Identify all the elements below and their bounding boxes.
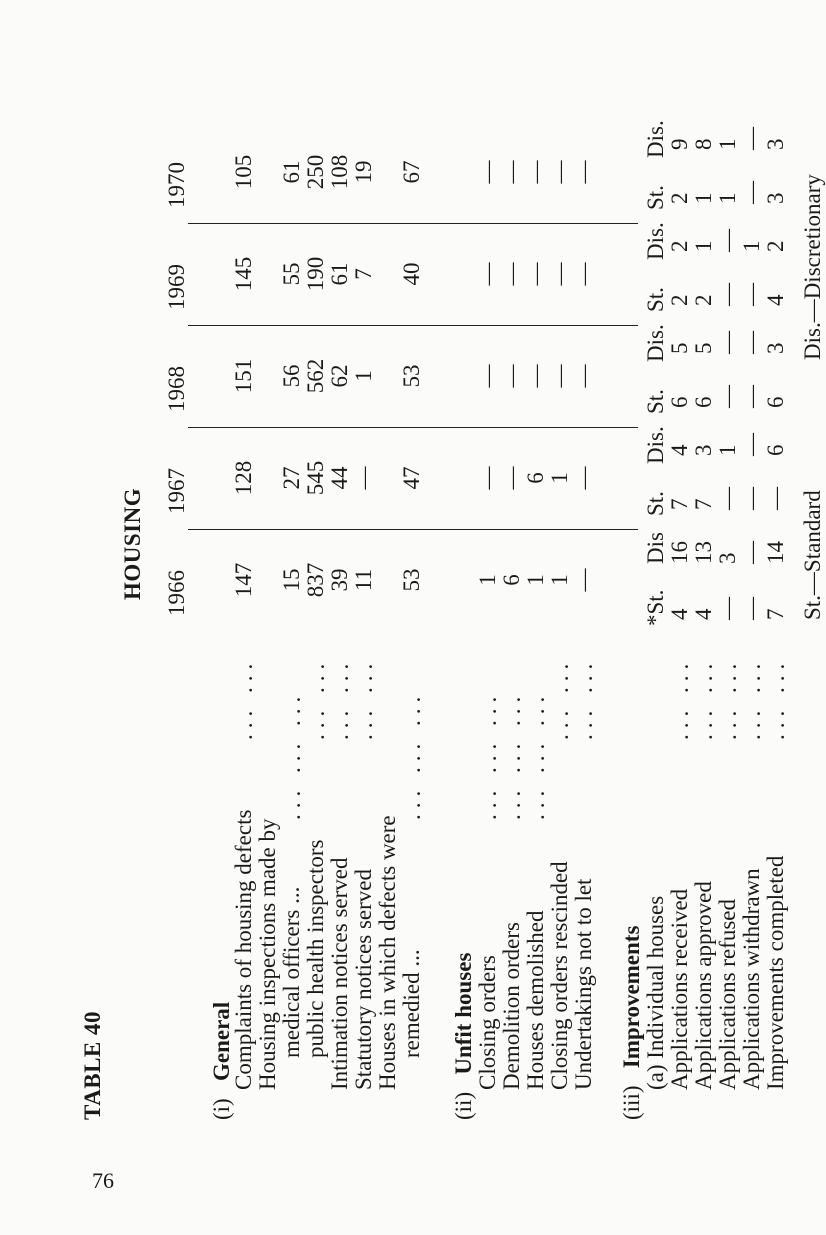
section-general-heading xyxy=(210,1002,233,1120)
table-cell: 1 xyxy=(691,192,716,204)
table-cell: 14 xyxy=(763,541,788,564)
leader-dots: ... ... ... xyxy=(280,690,305,820)
table-heading: HOUSING xyxy=(120,487,145,600)
leader-dots: ... ... ... xyxy=(524,690,549,820)
table-cell: — xyxy=(351,466,376,490)
year-header-1966: 1966 xyxy=(164,570,189,616)
table-cell: 62 xyxy=(327,364,352,388)
table-cell: — xyxy=(739,597,764,620)
table-cell: 3 xyxy=(763,342,788,354)
year-header-1969: 1969 xyxy=(164,264,189,310)
table-cell: 3 xyxy=(715,552,740,564)
row-label: Closing orders xyxy=(475,955,500,1090)
table-cell: 1 xyxy=(547,574,572,586)
pair-header-st: St. xyxy=(643,491,668,516)
section-title: Unfit houses xyxy=(451,952,476,1075)
section-numeral: (i) xyxy=(209,1098,234,1120)
table-cell: — xyxy=(571,568,596,592)
pair-header-dis: Dis. xyxy=(643,120,668,158)
row-label: Applications approved xyxy=(691,881,716,1090)
row-label: Statutory notices served xyxy=(351,868,376,1090)
table-cell: 61 xyxy=(327,262,352,286)
section-improvements-heading xyxy=(620,926,643,1120)
table-cell: 55 xyxy=(279,262,304,286)
table-cell: 545 xyxy=(303,460,328,496)
row-label: Houses in which defects were xyxy=(375,815,400,1090)
table-cell: — xyxy=(571,364,596,388)
table-cell: 3 xyxy=(691,444,716,456)
table-cell: — xyxy=(715,283,740,306)
table-cell: 250 xyxy=(303,154,328,190)
page-number: 76 xyxy=(92,1168,114,1193)
table-cell: 5 xyxy=(667,342,692,354)
table-cell: 16 xyxy=(667,541,692,564)
row-label: medical officers ... xyxy=(279,886,304,1058)
table-cell: — xyxy=(739,127,764,150)
table-cell: 61 xyxy=(279,160,304,184)
table-cell: 1 xyxy=(523,574,548,586)
table-cell: 145 xyxy=(231,256,256,292)
table-cell: — xyxy=(715,597,740,620)
table-cell: — xyxy=(475,466,500,490)
table-cell: — xyxy=(475,160,500,184)
table-cell: — xyxy=(739,385,764,408)
leader-dots: ... ... xyxy=(328,657,353,740)
row-label: Applications received xyxy=(667,888,692,1090)
table-cell: — xyxy=(715,229,740,252)
row-label: Undertakings not to let xyxy=(571,878,596,1090)
table-cell: 2 xyxy=(691,294,716,306)
table-cell: — xyxy=(571,466,596,490)
table-cell: 7 xyxy=(351,268,376,280)
legend-discretionary: Dis.—Discretionary xyxy=(800,174,825,360)
leader-dots: ... ... xyxy=(548,657,573,740)
table-cell: 5 xyxy=(691,342,716,354)
leader-dots: ... ... xyxy=(668,657,693,740)
table-cell: 105 xyxy=(231,154,256,190)
subsection-label: (a) Individual houses xyxy=(643,895,668,1090)
table-cell: 4 xyxy=(691,608,716,620)
table-cell: 40 xyxy=(399,262,424,286)
table-cell: — xyxy=(739,541,764,564)
table-cell: — xyxy=(715,331,740,354)
table-cell: — xyxy=(763,487,788,510)
pair-header-st: St. xyxy=(643,287,668,312)
row-label: Houses demolished xyxy=(523,910,548,1090)
table-cell: 47 xyxy=(399,466,424,490)
table-cell: 7 xyxy=(691,498,716,510)
year-header-1970: 1970 xyxy=(164,162,189,208)
table-cell: 6 xyxy=(763,396,788,408)
table-cell: 1 xyxy=(739,240,764,252)
table-cell: — xyxy=(739,433,764,456)
row-label: Applications withdrawn xyxy=(739,868,764,1090)
leader-dots: ... ... xyxy=(764,657,789,740)
table-cell: 15 xyxy=(279,568,304,592)
leader-dots: ... ... xyxy=(692,657,717,740)
table-cell: 6 xyxy=(523,472,548,484)
table-cell: — xyxy=(547,262,572,286)
table-cell: — xyxy=(523,262,548,286)
table-cell: 6 xyxy=(691,396,716,408)
table-cell: 7 xyxy=(763,608,788,620)
leader-dots: ... ... xyxy=(740,657,765,740)
leader-dots: ... ... xyxy=(232,657,257,740)
table-cell: 1 xyxy=(715,138,740,150)
row-label: remedied ... xyxy=(399,949,424,1058)
pair-header-dis: Dis xyxy=(643,532,668,564)
table-cell: 27 xyxy=(279,466,304,490)
table-cell: 67 xyxy=(399,160,424,184)
section-numeral: (ii) xyxy=(451,1091,476,1120)
table-cell: 837 xyxy=(303,562,328,598)
row-label: Housing inspections made by xyxy=(255,818,280,1090)
table-cell: 3 xyxy=(763,192,788,204)
pair-header-st: St. xyxy=(643,185,668,210)
table-cell: 147 xyxy=(231,562,256,598)
pair-header-dis: Dis. xyxy=(643,222,668,260)
table-cell: — xyxy=(715,385,740,408)
table-cell: — xyxy=(475,364,500,388)
table-cell: 9 xyxy=(667,138,692,150)
table-cell: 1 xyxy=(715,192,740,204)
table-cell: 19 xyxy=(351,160,376,184)
leader-dots: ... ... xyxy=(304,657,329,740)
table-cell: 2 xyxy=(667,240,692,252)
row-label: Demolition orders xyxy=(499,922,524,1090)
legend-standard: St.—Standard xyxy=(800,490,825,620)
table-cell: 1 xyxy=(547,472,572,484)
table-cell: — xyxy=(499,364,524,388)
table-cell: — xyxy=(523,364,548,388)
rotated-table xyxy=(80,40,825,1120)
table-cell: 39 xyxy=(327,568,352,592)
row-label: Closing orders rescinded xyxy=(547,861,572,1090)
year-header-1967: 1967 xyxy=(164,468,189,514)
row-label: public health inspectors xyxy=(303,839,328,1058)
row-label: Applications refused xyxy=(715,899,740,1090)
leader-dots: ... ... xyxy=(352,657,377,740)
table-cell: 56 xyxy=(279,364,304,388)
table-cell: — xyxy=(739,283,764,306)
leader-dots: ... ... ... xyxy=(476,690,501,820)
table-cell: 4 xyxy=(763,294,788,306)
table-cell: — xyxy=(739,181,764,204)
pair-header-st: St. xyxy=(643,389,668,414)
table-cell: 4 xyxy=(667,608,692,620)
table-cell: — xyxy=(715,487,740,510)
table-cell: — xyxy=(739,487,764,510)
table-cell: 1 xyxy=(715,444,740,456)
table-cell: 3 xyxy=(763,138,788,150)
table-cell: — xyxy=(571,160,596,184)
table-cell: 4 xyxy=(667,444,692,456)
table-cell: 7 xyxy=(667,498,692,510)
section-unfit-heading xyxy=(452,953,475,1120)
table-label: TABLE 40 xyxy=(80,1010,105,1120)
table-cell: — xyxy=(523,160,548,184)
pair-header-dis: Dis. xyxy=(643,426,668,464)
table-cell: 108 xyxy=(327,154,352,190)
leader-dots: ... ... xyxy=(716,657,741,740)
table-cell: 53 xyxy=(399,568,424,592)
table-cell: — xyxy=(499,262,524,286)
section-title: Improvements xyxy=(619,925,644,1069)
year-header-1968: 1968 xyxy=(164,366,189,412)
table-cell: 6 xyxy=(763,444,788,456)
leader-dots: ... ... ... xyxy=(400,690,425,820)
row-label: Intimation notices served xyxy=(327,857,352,1090)
section-title: General xyxy=(209,1001,234,1082)
table-cell: 1 xyxy=(475,574,500,586)
table-cell: 44 xyxy=(327,466,352,490)
table-cell: 11 xyxy=(351,568,376,592)
table-cell: 13 xyxy=(691,541,716,564)
table-cell: 190 xyxy=(303,256,328,292)
table-cell: 2 xyxy=(763,240,788,252)
table-cell: 2 xyxy=(667,294,692,306)
section-numeral: (iii) xyxy=(619,1085,644,1120)
pair-header-dis: Dis. xyxy=(643,324,668,362)
table-cell: 1 xyxy=(691,240,716,252)
row-label: Improvements completed xyxy=(763,855,788,1090)
leader-dots: ... ... xyxy=(572,657,597,740)
table-cell: 1 xyxy=(351,370,376,382)
table-cell: 128 xyxy=(231,460,256,496)
table-cell: 53 xyxy=(399,364,424,388)
table-cell: 8 xyxy=(691,138,716,150)
table-cell: 562 xyxy=(303,358,328,394)
table-cell: — xyxy=(547,160,572,184)
table-cell: 6 xyxy=(667,396,692,408)
table-cell: — xyxy=(499,160,524,184)
table-cell: — xyxy=(499,466,524,490)
table-cell: 2 xyxy=(667,192,692,204)
table-cell: 151 xyxy=(231,358,256,394)
table-cell: — xyxy=(739,331,764,354)
leader-dots: ... ... ... xyxy=(500,690,525,820)
table-cell: — xyxy=(571,262,596,286)
table-cell: — xyxy=(547,364,572,388)
table-cell: 6 xyxy=(499,574,524,586)
pair-header-st: *St. xyxy=(643,589,668,626)
table-cell: — xyxy=(475,262,500,286)
row-label: Complaints of housing defects xyxy=(231,809,256,1090)
